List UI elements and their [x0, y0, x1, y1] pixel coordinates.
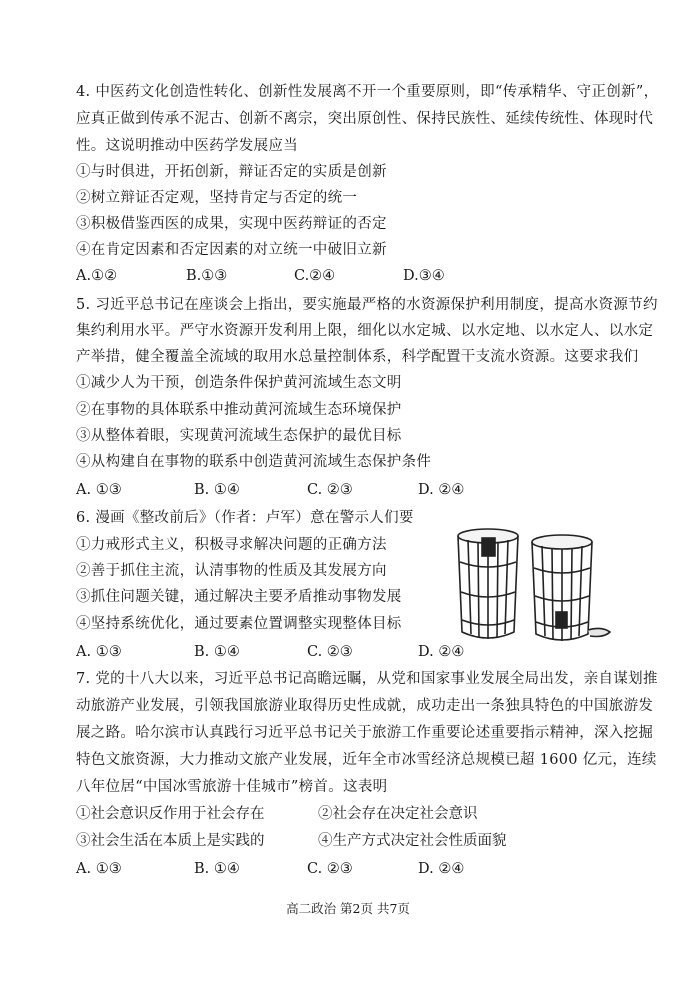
q7-statement-2: ②社会存在决定社会意识	[318, 806, 478, 822]
q7-option-c[interactable]: C. ②③	[307, 861, 353, 877]
q7-statement-1: ①社会意识反作用于社会存在	[76, 806, 265, 822]
page-footer: 高二政治 第2页 共7页	[286, 901, 410, 916]
q6-option-a[interactable]: A. ①③	[76, 644, 122, 660]
q6-statement-1: ①力戒形式主义，积极寻求解决问题的正确方法	[76, 537, 387, 553]
q6-stem-line-1: 6. 漫画《整改前后》（作者：卢军）意在警示人们要	[76, 510, 414, 526]
q4-option-b[interactable]: B.①③	[186, 268, 228, 284]
q6-statement-4: ④坚持系统优化，通过要素位置调整实现整体目标	[76, 616, 402, 632]
right-barrel	[532, 535, 610, 641]
q7-stem-line-2: 动旅游产业发展，引领我国旅游业取得历史性成就，成功走出一条独具特色的中国旅游发	[76, 698, 654, 714]
q7-statement-4: ④生产方式决定社会性质面貌	[318, 833, 507, 849]
q4-option-d[interactable]: D.③④	[403, 268, 445, 284]
q7-statement-3: ③社会生活在本质上是实践的	[76, 833, 265, 849]
q5-stem-line-1: 5. 习近平总书记在座谈会上指出，要实施最严格的水资源保护利用制度，提高水资源节约	[76, 297, 658, 313]
q5-statement-2: ②在事物的具体联系中推动黄河流域生态环境保护	[76, 402, 402, 418]
q5-option-b[interactable]: B. ①④	[194, 482, 240, 498]
q4-statement-3: ③积极借鉴西医的成果，实现中医药辩证的否定	[76, 216, 387, 232]
q4-statement-4: ④在肯定因素和否定因素的对立统一中破旧立新	[76, 242, 387, 258]
q7-option-a[interactable]: A. ①③	[76, 861, 122, 877]
q6-statement-3: ③抓住问题关键，通过解决主要矛盾推动事物发展	[76, 589, 402, 605]
cartoon-barrels-illustration	[452, 522, 620, 650]
q4-statement-2: ②树立辩证否定观，坚持肯定与否定的统一	[76, 190, 358, 206]
q6-option-c[interactable]: C. ②③	[307, 644, 353, 660]
q6-option-d[interactable]: D. ②④	[418, 644, 465, 660]
q4-stem-line-3: 性。这说明推动中医药学发展应当	[76, 138, 298, 154]
q7-stem-line-3: 展之路。哈尔滨市认真践行习近平总书记关于旅游工作重要论述重要指示精神，深入挖掘	[76, 725, 654, 741]
q4-stem-line-2: 应真正做到传承不泥古、创新不离宗，突出原创性、保持民族性、延续传统性、体现时代	[76, 111, 654, 127]
left-barrel	[458, 529, 518, 639]
q7-stem-line-5: 八年位居“中国冰雪旅游十佳城市”榜首。这表明	[76, 779, 388, 795]
q5-statement-4: ④从构建自在事物的联系中创造黄河流域生态保护条件	[76, 454, 432, 470]
q7-stem-line-4: 特色文旅资源，大力推动文旅产业发展，近年全市冰雪经济总规模已超 1600 亿元，连续	[76, 752, 657, 768]
q6-statement-2: ②善于抓住主流，认清事物的性质及其发展方向	[76, 563, 387, 579]
q4-statement-1: ①与时俱进，开拓创新，辩证否定的实质是创新	[76, 164, 387, 180]
q7-option-d[interactable]: D. ②④	[418, 861, 465, 877]
q4-option-a[interactable]: A.①②	[76, 268, 118, 284]
q6-option-b[interactable]: B. ①④	[194, 644, 240, 660]
q5-statement-1: ①减少人为干预，创造条件保护黄河流域生态文明	[76, 375, 402, 391]
q5-option-a[interactable]: A. ①③	[76, 482, 122, 498]
q7-stem-line-1: 7. 党的十八大以来，习近平总书记高瞻远瞩，从党和国家事业发展全局出发，亲自谋划推	[76, 671, 658, 687]
q5-stem-line-2: 集约利用水平。严守水资源开发利用上限，细化以水定城、以水定地、以水定人、以水定	[76, 323, 654, 339]
q7-option-b[interactable]: B. ①④	[194, 861, 240, 877]
q4-stem-line-1: 4. 中医药文化创造性转化、创新性发展离不开一个重要原则，即“传承精华、守正创新”，	[76, 84, 659, 100]
q5-option-c[interactable]: C. ②③	[307, 482, 353, 498]
q4-option-c[interactable]: C.②④	[294, 268, 336, 284]
q5-stem-line-3: 产举措，健全覆盖全流域的取用水总量控制体系，科学配置干支流水资源。这要求我们	[76, 349, 639, 365]
q5-statement-3: ③从整体着眼，实现黄河流域生态保护的最优目标	[76, 428, 402, 444]
q5-option-d[interactable]: D. ②④	[418, 482, 465, 498]
